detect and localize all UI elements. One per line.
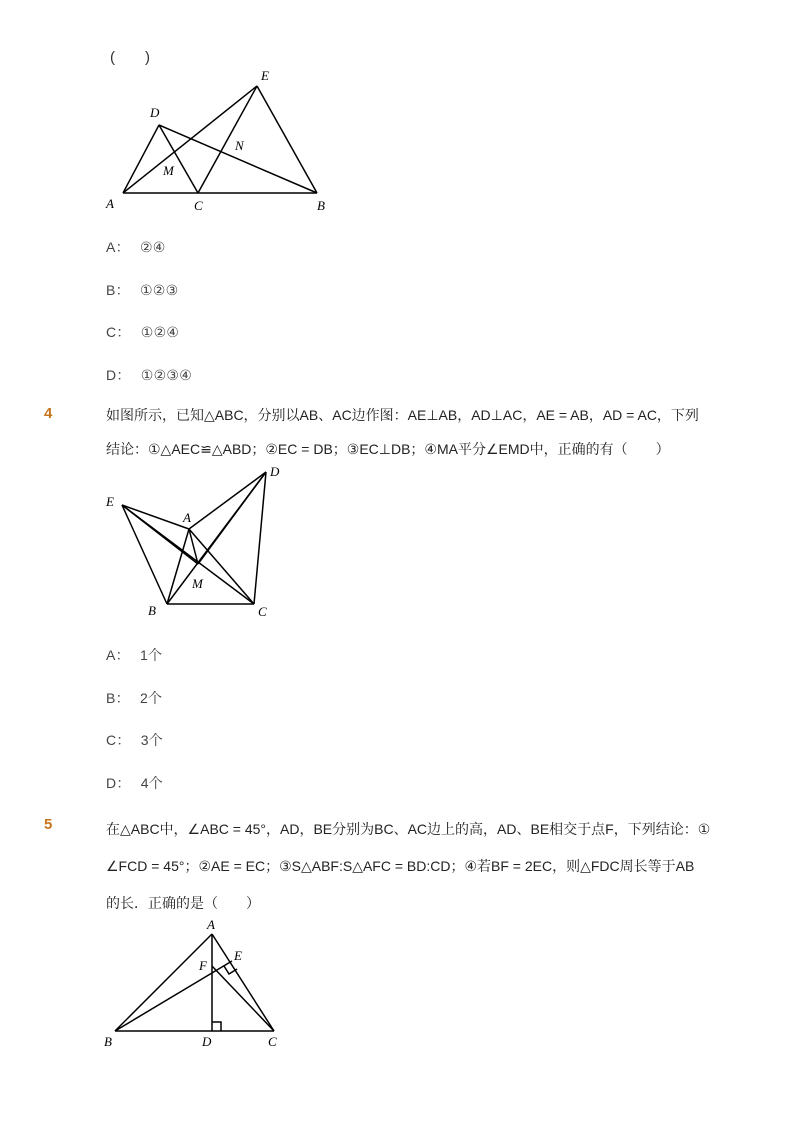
option-label: D： <box>106 775 131 791</box>
q4-option-c[interactable] <box>106 730 163 750</box>
q3-segment-ad <box>123 125 159 193</box>
q5-label-d: D <box>202 1034 212 1049</box>
q3-option-a[interactable] <box>106 237 166 257</box>
q5-label-b: B <box>104 1034 112 1049</box>
option-text: ②④ <box>139 239 166 255</box>
q5-stem-line-2: ∠FCD = 45°；②AE = EC；③S△ABF:S△AFC = BD:CD；④若BF = 2EC，则△FDC周长等于AB <box>106 858 695 874</box>
option-label: C： <box>106 732 131 748</box>
q5-geometry-figure <box>98 912 298 1057</box>
q5-label-a: A <box>207 917 215 932</box>
q3-segment-db <box>159 125 317 193</box>
q4-geometry-figure <box>98 460 298 625</box>
q4-label-a: A <box>183 510 191 525</box>
option-text: ①②③ <box>139 282 179 298</box>
q4-label-c: C <box>258 604 267 619</box>
option-text: 1个 <box>139 647 163 663</box>
q4-stem-line-1: 如图所示，已知△ABC，分别以AB、AC边作图：AE⊥AB，AD⊥AC，AE = AB，AD = AC，下列 <box>106 407 699 423</box>
q5-right-angle-e <box>224 966 237 974</box>
q3-option-b[interactable] <box>106 280 179 300</box>
q4-segment-ad <box>189 472 266 529</box>
q4-label-d: D <box>270 464 280 479</box>
q5-label-c: C <box>268 1034 277 1049</box>
option-label: C： <box>106 324 131 340</box>
q5-number: 5 <box>44 816 53 833</box>
q4-label-e: E <box>106 494 114 509</box>
q4-label-m: M <box>192 576 203 591</box>
q3-label-d: D <box>150 105 160 120</box>
q3-option-c[interactable] <box>106 322 179 342</box>
option-label: A： <box>106 647 130 663</box>
q3-label-n: N <box>235 138 244 153</box>
q4-segment-ab <box>167 529 189 604</box>
q5-label-e: E <box>234 948 242 963</box>
q3-label-m: M <box>163 163 174 178</box>
option-text: 2个 <box>139 690 163 706</box>
q3-label-e: E <box>261 68 269 83</box>
option-label: A： <box>106 239 130 255</box>
q4-label-b: B <box>148 603 156 618</box>
q5-stem-line-3: 的长．正确的是（ ） <box>106 895 260 911</box>
option-text: ①②③④ <box>140 367 193 383</box>
q4-option-d[interactable] <box>106 773 163 793</box>
q4-segment-eb <box>122 505 167 604</box>
q3-segment-ce <box>198 86 257 193</box>
q3-geometry-figure <box>95 62 345 222</box>
option-label: B： <box>106 690 130 706</box>
q4-segment-ac <box>189 529 254 604</box>
q4-segment-dc <box>254 472 266 604</box>
option-text: 4个 <box>140 775 164 791</box>
q4-number: 4 <box>44 405 53 422</box>
option-text: ①②④ <box>140 324 180 340</box>
q3-label-b: B <box>317 198 325 213</box>
q5-segment-ac <box>212 934 274 1031</box>
q5-right-angle-d <box>212 1022 221 1031</box>
q4-option-b[interactable] <box>106 688 162 708</box>
q4-stem-line-2: 结论：①△AEC≌△ABD；②EC = DB；③EC⊥DB；④MA平分∠EMD中，正确的有（ ） <box>106 441 670 457</box>
q3-label-a: A <box>106 196 114 211</box>
option-label: D： <box>106 367 131 383</box>
q3-segment-eb <box>257 86 317 193</box>
q5-label-f: F <box>199 958 207 973</box>
option-text: 3个 <box>140 732 164 748</box>
option-label: B： <box>106 282 130 298</box>
q5-stem-line-1: 在△ABC中，∠ABC = 45°，AD，BE分别为BC、AC边上的高，AD、BE相交于点F，下列结论：① <box>106 821 711 837</box>
q4-option-a[interactable] <box>106 645 162 665</box>
q3-label-c: C <box>194 198 203 213</box>
q3-option-d[interactable] <box>106 365 192 385</box>
q3-answer-parentheses: ( ) <box>110 49 150 66</box>
